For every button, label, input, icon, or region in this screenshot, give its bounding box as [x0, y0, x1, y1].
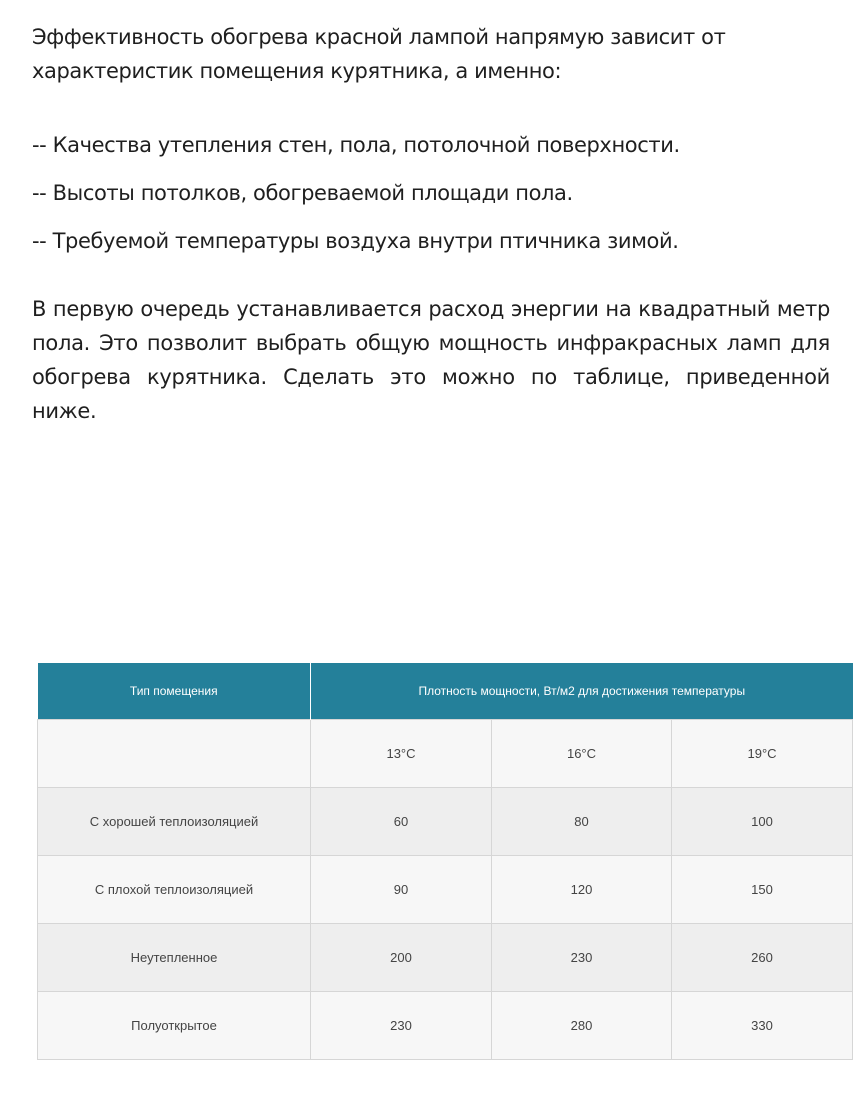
- list-item: -- Высоты потолков, обогреваемой площади пола.: [32, 181, 573, 205]
- power-density-table: [37, 663, 852, 1060]
- table-row: [38, 788, 853, 856]
- intro-paragraph: Эффективность обогрева красной лампой напрямую зависит от характеристик помещения курятника, а именно:: [32, 25, 726, 83]
- value-cell: 280: [492, 992, 672, 1060]
- room-type-cell: С хорошей теплоизоляцией: [38, 788, 311, 856]
- temperature-cell: 16°С: [492, 720, 672, 788]
- room-type-cell: Полуоткрытое: [38, 992, 311, 1060]
- table-header-row: [38, 663, 853, 720]
- table-row: [38, 992, 853, 1060]
- value-cell: 120: [492, 856, 672, 924]
- requirements-list: [32, 132, 830, 254]
- list-item: -- Требуемой температуры воздуха внутри птичника зимой.: [32, 229, 679, 253]
- value-cell: 80: [492, 788, 672, 856]
- header-power-density: Плотность мощности, Вт/м2 для достижения температуры: [311, 663, 853, 720]
- table-row: [38, 856, 853, 924]
- room-type-cell: С плохой теплоизоляцией: [38, 856, 311, 924]
- list-item: -- Качества утепления стен, пола, потолочной поверхности.: [32, 133, 680, 157]
- value-cell: 260: [672, 924, 853, 992]
- article-body: [32, 20, 830, 449]
- value-cell: 150: [672, 856, 853, 924]
- value-cell: 230: [311, 992, 492, 1060]
- room-type-cell: Неутепленное: [38, 924, 311, 992]
- value-cell: 100: [672, 788, 853, 856]
- temperature-cell: 13°С: [311, 720, 492, 788]
- temperature-cell: 19°С: [672, 720, 853, 788]
- value-cell: 330: [672, 992, 853, 1060]
- header-room-type: Тип помещения: [38, 663, 311, 720]
- table-row: [38, 924, 853, 992]
- empty-cell: [38, 720, 311, 788]
- value-cell: 90: [311, 856, 492, 924]
- energy-paragraph: В первую очередь устанавливается расход энергии на квадратный метр пола. Это позволит выбрать общую мощность инфракрасных ламп для обогрева курятника. Сделать это можно по таблице, приведенной ниже.: [32, 297, 830, 423]
- value-cell: 60: [311, 788, 492, 856]
- temperature-row: [38, 720, 853, 788]
- value-cell: 200: [311, 924, 492, 992]
- value-cell: 230: [492, 924, 672, 992]
